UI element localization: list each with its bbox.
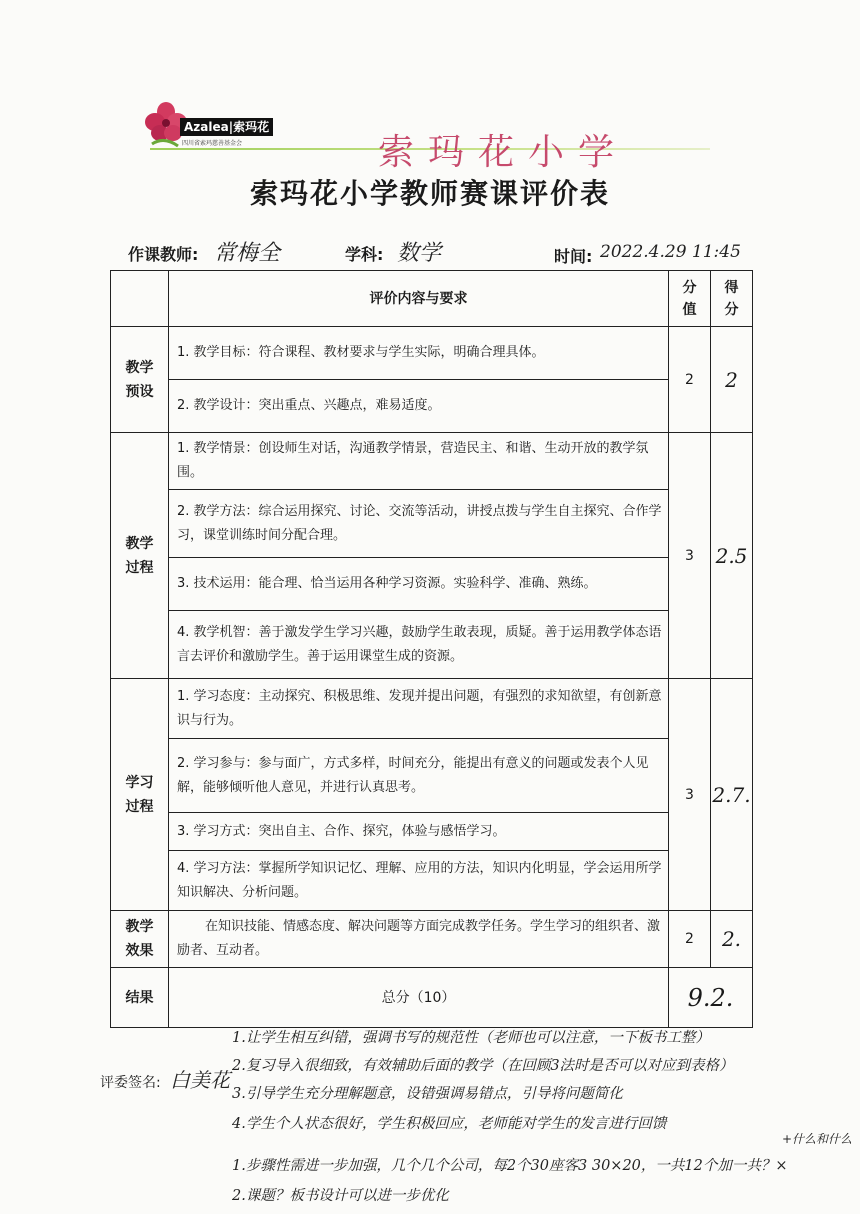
header-score: 得分: [711, 271, 753, 327]
reviewer-signature: 白美花: [170, 1068, 230, 1092]
teacher-value: 常梅全: [214, 241, 281, 266]
subject-label: 学科:: [345, 245, 384, 264]
comment-line: 1.让学生相互纠错，强调书写的规范性（老师也可以注意，一下板书工整）: [232, 1030, 710, 1046]
category-teaching-design: 教学预设: [111, 327, 169, 433]
comment-line: 1.步骤性需进一步加强，几个几个公司，每2个30座客3 30×20，一共12个加一共？×: [232, 1158, 788, 1174]
criterion-item: 2. 教学设计：突出重点、兴趣点，难易适度。: [169, 380, 669, 433]
criterion-item: 2. 学习参与：参与面广，方式多样，时间充分，能提出有意义的问题或发表个人见解，能够倾听他人意见，并进行认真思考。: [169, 739, 669, 813]
comment-line: 2.复习导入很细致，有效辅助后面的教学（在回顾3法时是否可以对应到表格）: [232, 1058, 734, 1074]
category-teaching-process: 教学过程: [111, 433, 169, 679]
criterion-item: 1. 学习态度：主动探究、积极思维、发现并提出问题，有强烈的求知欲望，有创新意识与行为。: [169, 679, 669, 739]
comment-line: 3.引导学生充分理解题意，设错强调易错点，引导将问题简化: [232, 1086, 623, 1102]
score-cell: 2.: [711, 911, 753, 968]
school-banner: 索玛花小学: [378, 132, 629, 173]
criterion-item: 1. 教学情景：创设师生对话，沟通教学情景，营造民主、和谐、生动开放的教学氛围。: [169, 433, 669, 490]
category-teaching-effect: 教学效果: [111, 911, 169, 968]
table-header-row: [111, 271, 753, 327]
total-label: 总分（10）: [169, 968, 669, 1028]
table-row: [111, 327, 753, 380]
score-cell: 2.5: [711, 433, 753, 679]
foundation-logo: [140, 100, 290, 152]
document-title: 索玛花小学教师赛课评价表: [249, 177, 610, 210]
table-row: [111, 558, 753, 611]
table-row: [111, 851, 753, 911]
max-value-cell: 3: [669, 679, 711, 911]
table-row: [111, 490, 753, 558]
table-row: [111, 813, 753, 851]
max-value-cell: 3: [669, 433, 711, 679]
header-value: 分值: [669, 271, 711, 327]
comment-extra: +什么和什么: [782, 1132, 853, 1146]
criterion-item: 2. 教学方法：综合运用探究、讨论、交流等活动，讲授点拨与学生自主探究、合作学习，课堂训练时间分配合理。: [169, 490, 669, 558]
teacher-label: 作课教师:: [128, 245, 199, 264]
criterion-item: 4. 学习方法：掌握所学知识记忆、理解、应用的方法，知识内化明显，学会运用所学知识解决、分析问题。: [169, 851, 669, 911]
criterion-item: 1. 教学目标：符合课程、教材要求与学生实际，明确合理具体。: [169, 327, 669, 380]
criterion-item: 3. 学习方式：突出自主、合作、探究，体验与感悟学习。: [169, 813, 669, 851]
criterion-item: 4. 教学机智：善于激发学生学习兴趣，鼓励学生敢表现，质疑。善于运用教学体态语言去评价和激励学生。善于运用课堂生成的资源。: [169, 611, 669, 679]
table-row: [111, 433, 753, 490]
table-row: [111, 611, 753, 679]
category-result: 结果: [111, 968, 169, 1028]
result-row: [111, 968, 753, 1028]
criterion-item: 在知识技能、情感态度、解决问题等方面完成教学任务。学生学习的组织者、激励者、互动者。: [169, 911, 669, 968]
logo-brand-text: Azalea|索玛花: [180, 118, 273, 136]
logo-sub-text: 四川省索玛慈善基金会: [182, 140, 243, 147]
table-row: [111, 739, 753, 813]
table-row: [111, 380, 753, 433]
score-cell: 2.7.: [711, 679, 753, 911]
evaluation-table: [110, 270, 753, 1028]
header-category-cell: [111, 271, 169, 327]
criterion-item: 3. 技术运用：能合理、恰当运用各种学习资源。实验科学、准确、熟练。: [169, 558, 669, 611]
category-learning-process: 学习过程: [111, 679, 169, 911]
subject-value: 数学: [397, 241, 442, 266]
max-value-cell: 2: [669, 911, 711, 968]
header-content: 评价内容与要求: [169, 271, 669, 327]
comment-line: 2.课题？板书设计可以进一步优化: [232, 1188, 449, 1204]
comment-line: 4.学生个人状态很好，学生积极回应，老师能对学生的发言进行回馈: [232, 1116, 667, 1132]
reviewer-label: 评委签名:: [100, 1075, 161, 1091]
max-value-cell: 2: [669, 327, 711, 433]
time-label: 时间:: [554, 247, 593, 266]
score-cell: 2: [711, 327, 753, 433]
time-value: 2022.4.29 11:45: [600, 242, 741, 262]
table-row: [111, 679, 753, 739]
total-score: 9.2.: [669, 968, 753, 1028]
table-row: [111, 911, 753, 968]
